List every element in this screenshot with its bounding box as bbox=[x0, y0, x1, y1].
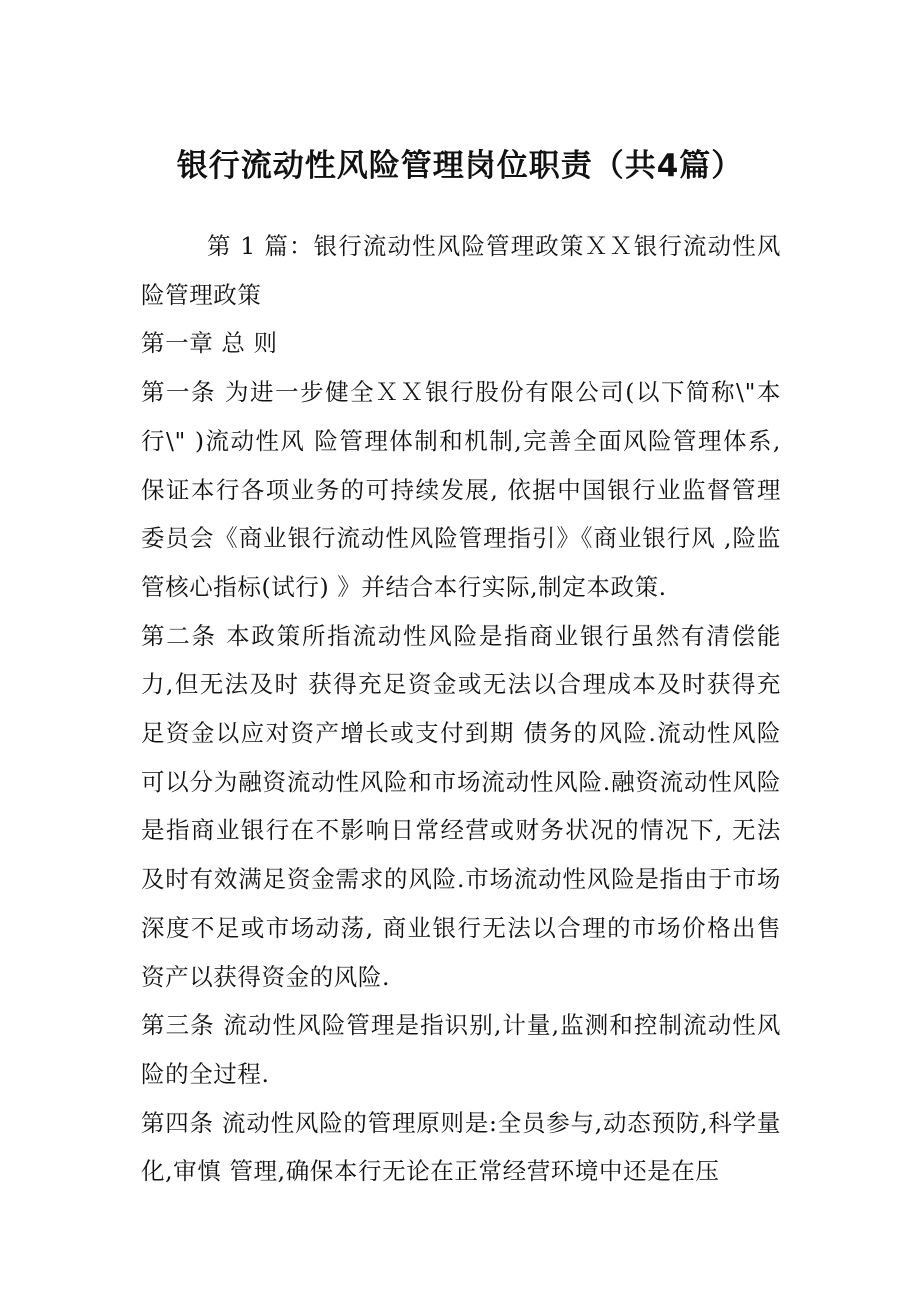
paragraph-part-heading: 第 1 篇：银行流动性风险管理政策ＸＸ银行流动性风险管理政策 bbox=[141, 232, 781, 309]
paragraph-article-2: 第二条 本政策所指流动性风险是指商业银行虽然有清偿能力,但无法及时 获得充足资金或无法以合理成本及时获得充足资金以应对资产增长或支付到期 债务的风险.流动性风险可以分为融资流动性风险和市场流动性风险.融资流动性风险是指商业银行在不影响日常经营或财务状况的情况下, 无法及时有效满足资金需求的风险.市场流动性风险是指由于市场深度不足或市场动荡, 商业银行无法以合理的市场价格出售资产以获得资金的风险. bbox=[141, 621, 781, 991]
paragraph-article-3: 第三条 流动性风险管理是指识别,计量,监测和控制流动性风险的全过程. bbox=[141, 1011, 781, 1088]
paragraph-article-4: 第四条 流动性风险的管理原则是:全员参与,动态预防,科学量化,审慎 管理,确保本行无论在正常经营环境中还是在压 bbox=[141, 1108, 781, 1186]
paragraph-chapter-heading: 第一章 总 则 bbox=[141, 329, 278, 358]
document-body bbox=[141, 222, 781, 1196]
document-title: 银行流动性风险管理岗位职责（共4篇） bbox=[176, 148, 744, 184]
paragraph-article-1: 第一条 为进一步健全ＸＸ银行股份有限公司(以下简称\"本行\" )流动性风 险管理体制和机制,完善全面风险管理体系,保证本行各项业务的可持续发展, 依据中国银行业监督管理委员会《商业银行流动性风险管理指引》《商业银行风 ,险监管核心指标(试行) 》并结合本行实际,制定本政策. bbox=[141, 378, 781, 601]
